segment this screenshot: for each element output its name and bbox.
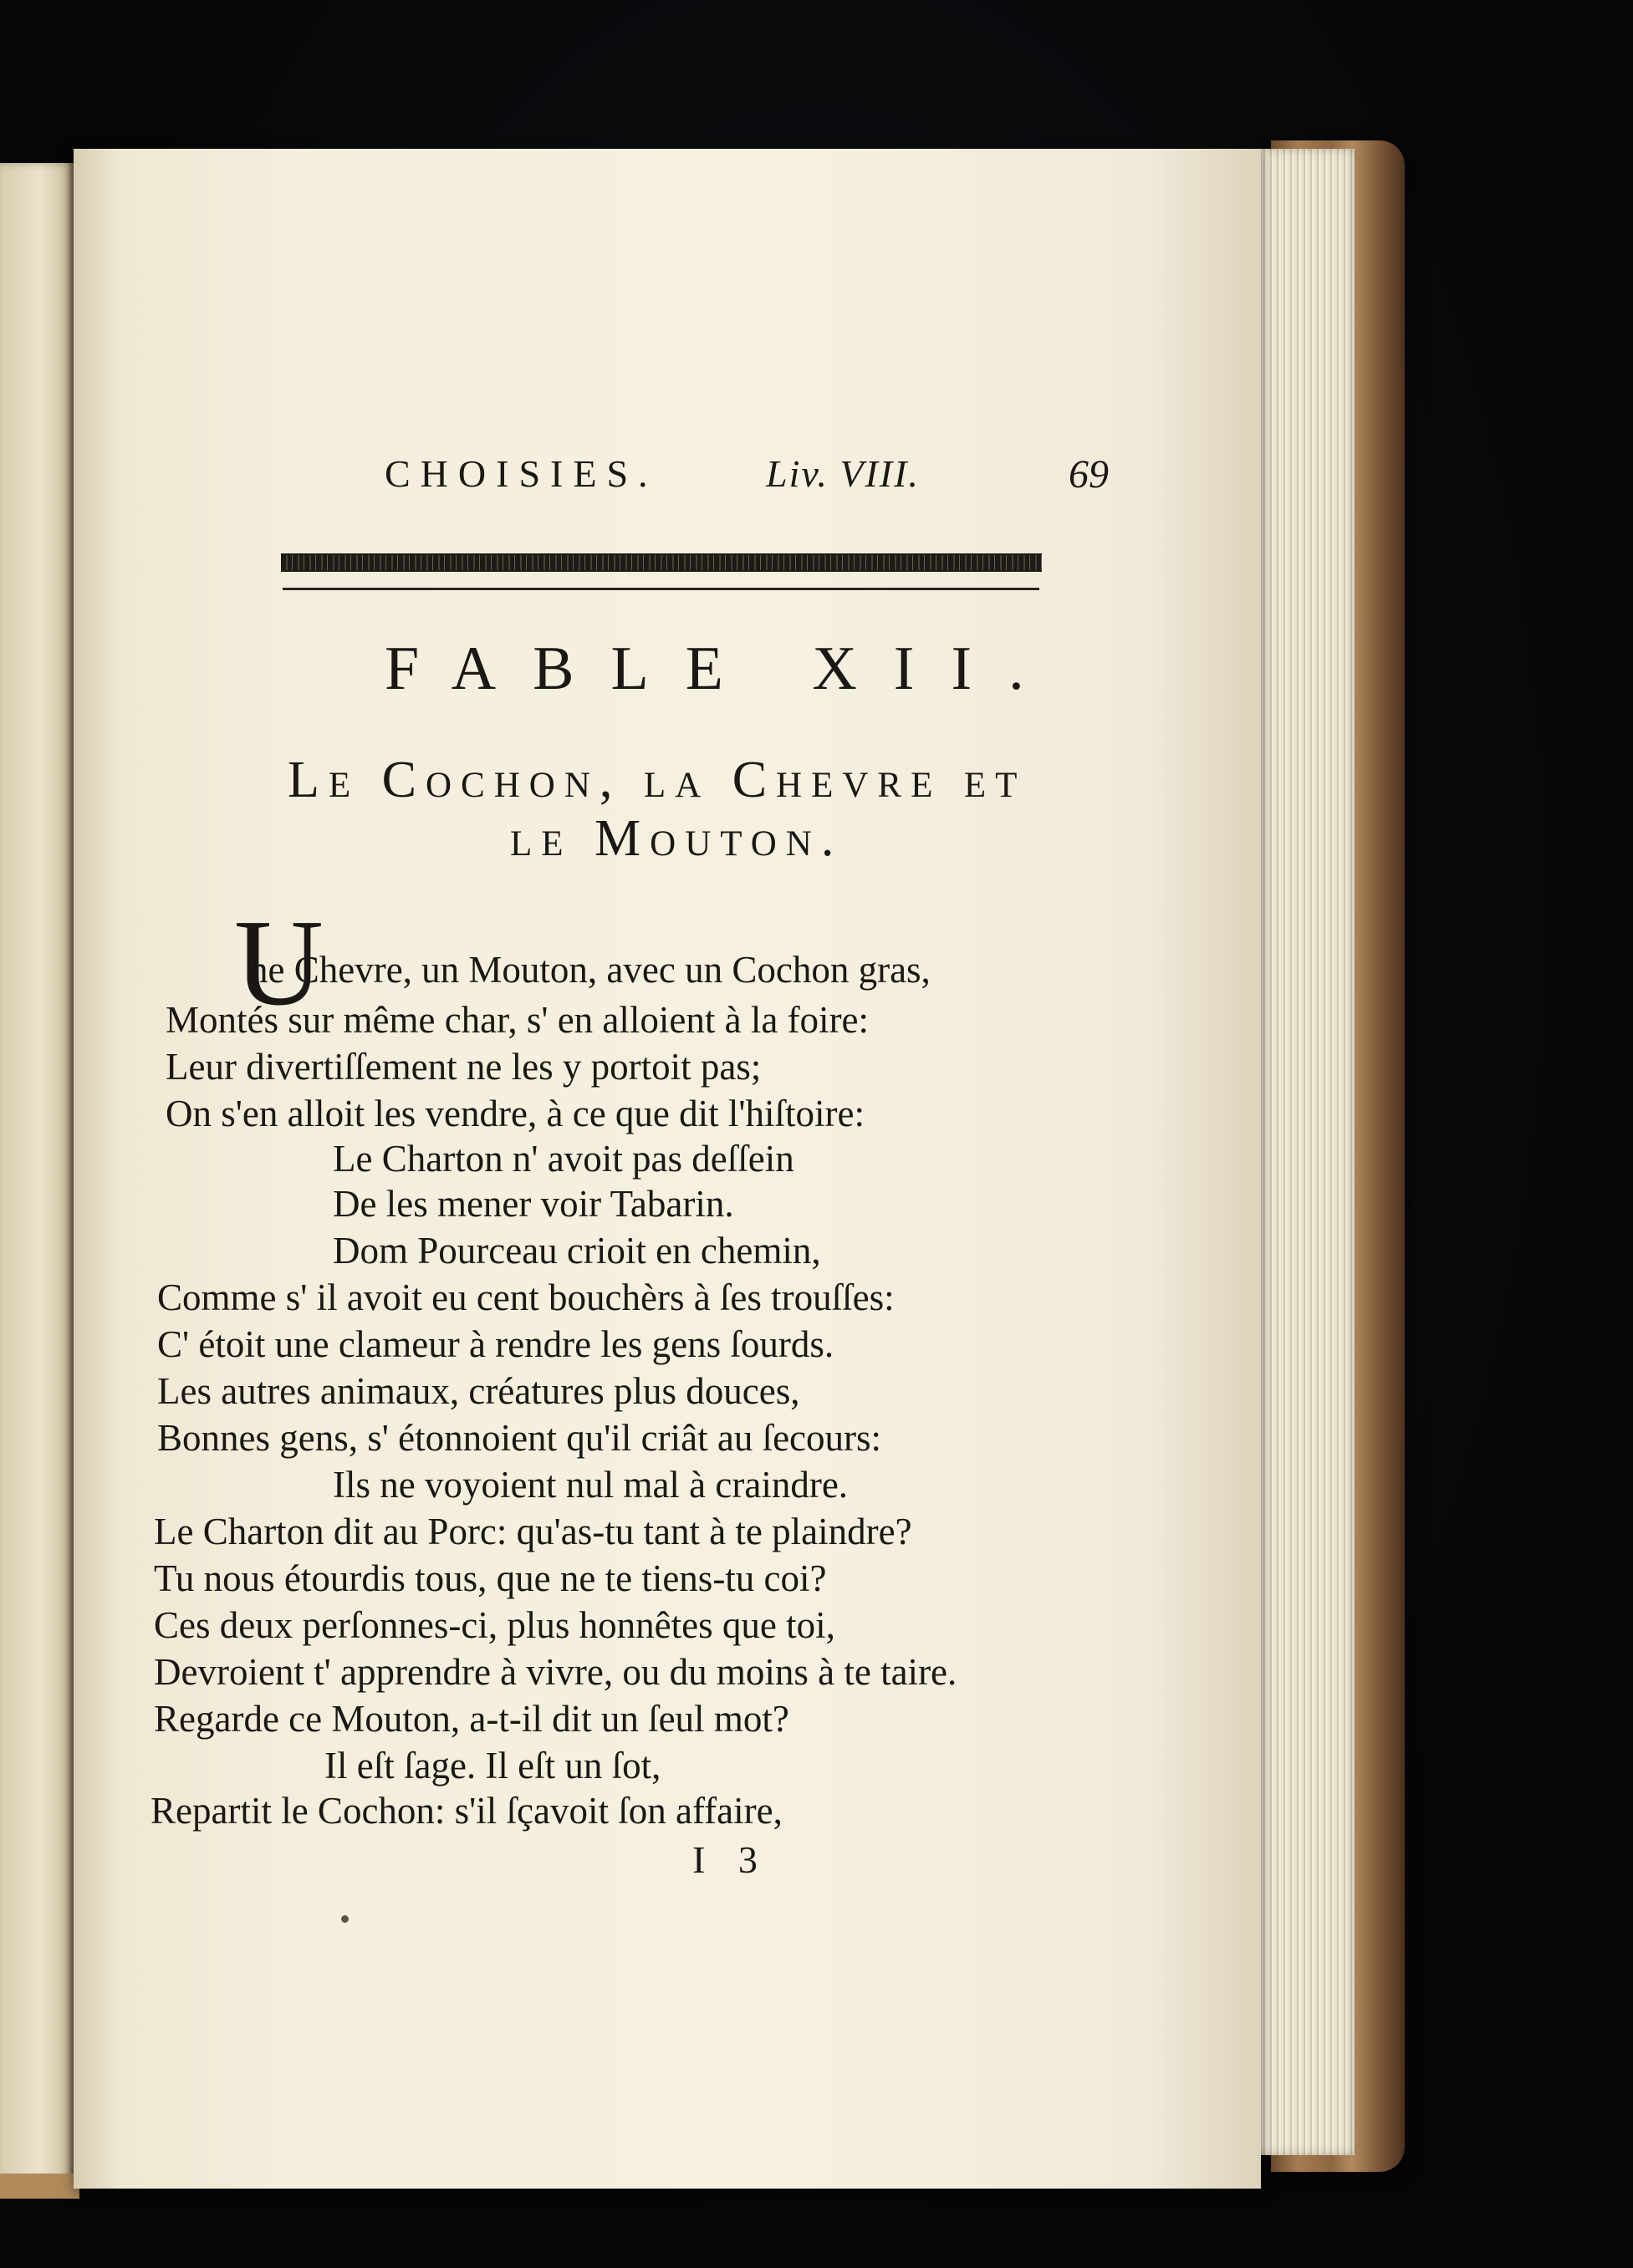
verse-line: On s'en alloit les vendre, à ce que dit l'hiſtoire: — [166, 1093, 865, 1134]
running-head-title: CHOISIES. — [385, 452, 658, 495]
verse-line: Repartit le Cochon: s'il ſçavoit ſon affaire, — [151, 1790, 783, 1832]
ornamental-rule — [281, 553, 1042, 572]
verse-line: Regarde ce Mouton, a-t-il dit un ſeul mot? — [154, 1698, 789, 1740]
verse-line: Devroient t' apprendre à vivre, ou du moins à te taire. — [154, 1651, 957, 1693]
thin-rule — [283, 588, 1039, 590]
fable-title-line-2: le Mouton. — [510, 810, 844, 867]
verse-line: Dom Pourceau crioit en chemin, — [333, 1230, 821, 1272]
paper-speck — [341, 1915, 349, 1923]
verse-line: Le Charton n' avoit pas deſſein — [333, 1138, 794, 1180]
verse-line: Bonnes gens, s' étonnoient qu'il criât au ſecours: — [157, 1417, 882, 1459]
page-number: 69 — [1069, 452, 1109, 497]
drop-cap-initial: U — [234, 894, 324, 1032]
verse-line: Le Charton dit au Porc: qu'as-tu tant à te plaindre? — [154, 1511, 912, 1552]
fable-title-line-1: Le Cochon, la Chevre et — [288, 752, 1027, 808]
fable-number-heading: FABLE XII. — [385, 635, 1061, 703]
verse-line: Montés sur même char, s' en alloient à la foire: — [166, 999, 870, 1041]
left-page-edge — [0, 163, 74, 2186]
verse-line: Il eſt ſage. Il eſt un ſot, — [324, 1745, 661, 1786]
page-edges-stack — [1254, 149, 1355, 2155]
verse-line: C' étoit une clameur à rendre les gens ſourds. — [157, 1323, 834, 1365]
verse-line: ne Chevre, un Mouton, avec un Cochon gras, — [249, 949, 931, 991]
verse-line: Comme s' il avoit eu cent bouchèrs à ſes trouſſes: — [157, 1277, 895, 1318]
verse-line: Les autres animaux, créatures plus douces, — [157, 1370, 800, 1412]
left-binding-corner — [0, 2174, 79, 2199]
verse-line: Ils ne voyoient nul mal à craindre. — [333, 1464, 849, 1506]
verse-line: Tu nous étourdis tous, que ne te tiens-tu coi? — [154, 1557, 827, 1599]
verse-line: Leur divertiſſement ne les y portoit pas; — [166, 1046, 762, 1088]
signature-mark: I 3 — [692, 1838, 769, 1881]
book-page — [74, 149, 1261, 2189]
verse-line: De les mener voir Tabarin. — [333, 1183, 734, 1225]
verse-line: Ces deux perſonnes-ci, plus honnêtes que toi, — [154, 1604, 835, 1646]
running-head-book: Liv. VIII. — [766, 452, 920, 495]
